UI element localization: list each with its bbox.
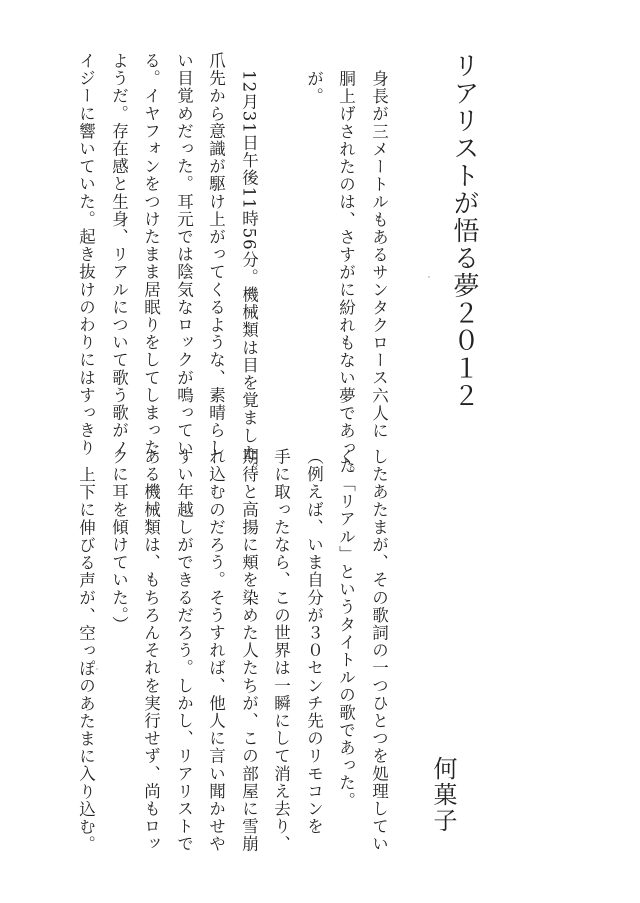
top-column-9: ようだ。存在感と生身、リアルについて歌う歌がノ bbox=[109, 52, 129, 457]
bottom-column-9: クに耳を傾けていた。） bbox=[109, 448, 129, 634]
bottom-column-7: すい年越しができるだろう。しかし、リアリストで bbox=[174, 448, 194, 853]
bottom-column-3: （例えば、いま自分が３０センチ先のリモコンを bbox=[304, 448, 324, 836]
bottom-column-5: 期待と高揚に頬を染めた人たちが、この部屋に雪崩 bbox=[239, 448, 259, 853]
bottom-column-2: く。「リアル」というタイトルの歌であった。 bbox=[336, 448, 356, 810]
bottom-column-10: 上下に伸びる声が、空っぽのあたまに入り込む。 bbox=[76, 466, 96, 854]
story-title: リアリストが悟る夢２０１２ bbox=[449, 52, 479, 410]
bottom-column-1: したあたまが、その歌詞の一つひとつを処理してい bbox=[369, 448, 389, 853]
author-name: 何菓子 bbox=[429, 756, 457, 834]
top-column-3: が。 bbox=[304, 70, 324, 106]
bottom-column-8: ある機械類は、もちろんそれを実行せず、尚もロッ bbox=[141, 448, 161, 853]
top-column-5: 12月31日午後11時56分。機械類は目を覚ました。 bbox=[239, 70, 259, 480]
top-column-2: 胴上げされたのは、さすがに紛れもない夢であった bbox=[336, 70, 356, 475]
top-column-7: い目覚めだった。耳元では陰気なロックが鳴ってい bbox=[174, 52, 194, 457]
paper-speck bbox=[96, 668, 98, 670]
bottom-column-6: れ込むのだろう。そうすれば、他人に言い聞かせや bbox=[206, 448, 226, 853]
top-column-8: る。イヤフォンをつけたまま居眠りをしてしまった bbox=[141, 52, 161, 457]
top-column-1: 身長が三メートルもあるサンタクロース六人に bbox=[369, 70, 389, 440]
top-column-10: イジーに響いていた。起き抜けのわりにはすっきり bbox=[76, 52, 96, 457]
paper-speck bbox=[428, 276, 430, 278]
top-column-6: 爪先から意識が駆け上がってくるような、素晴らし bbox=[206, 52, 226, 457]
bottom-column-4: 手に取ったなら、この世界は一瞬にして消え去り、 bbox=[271, 448, 291, 853]
